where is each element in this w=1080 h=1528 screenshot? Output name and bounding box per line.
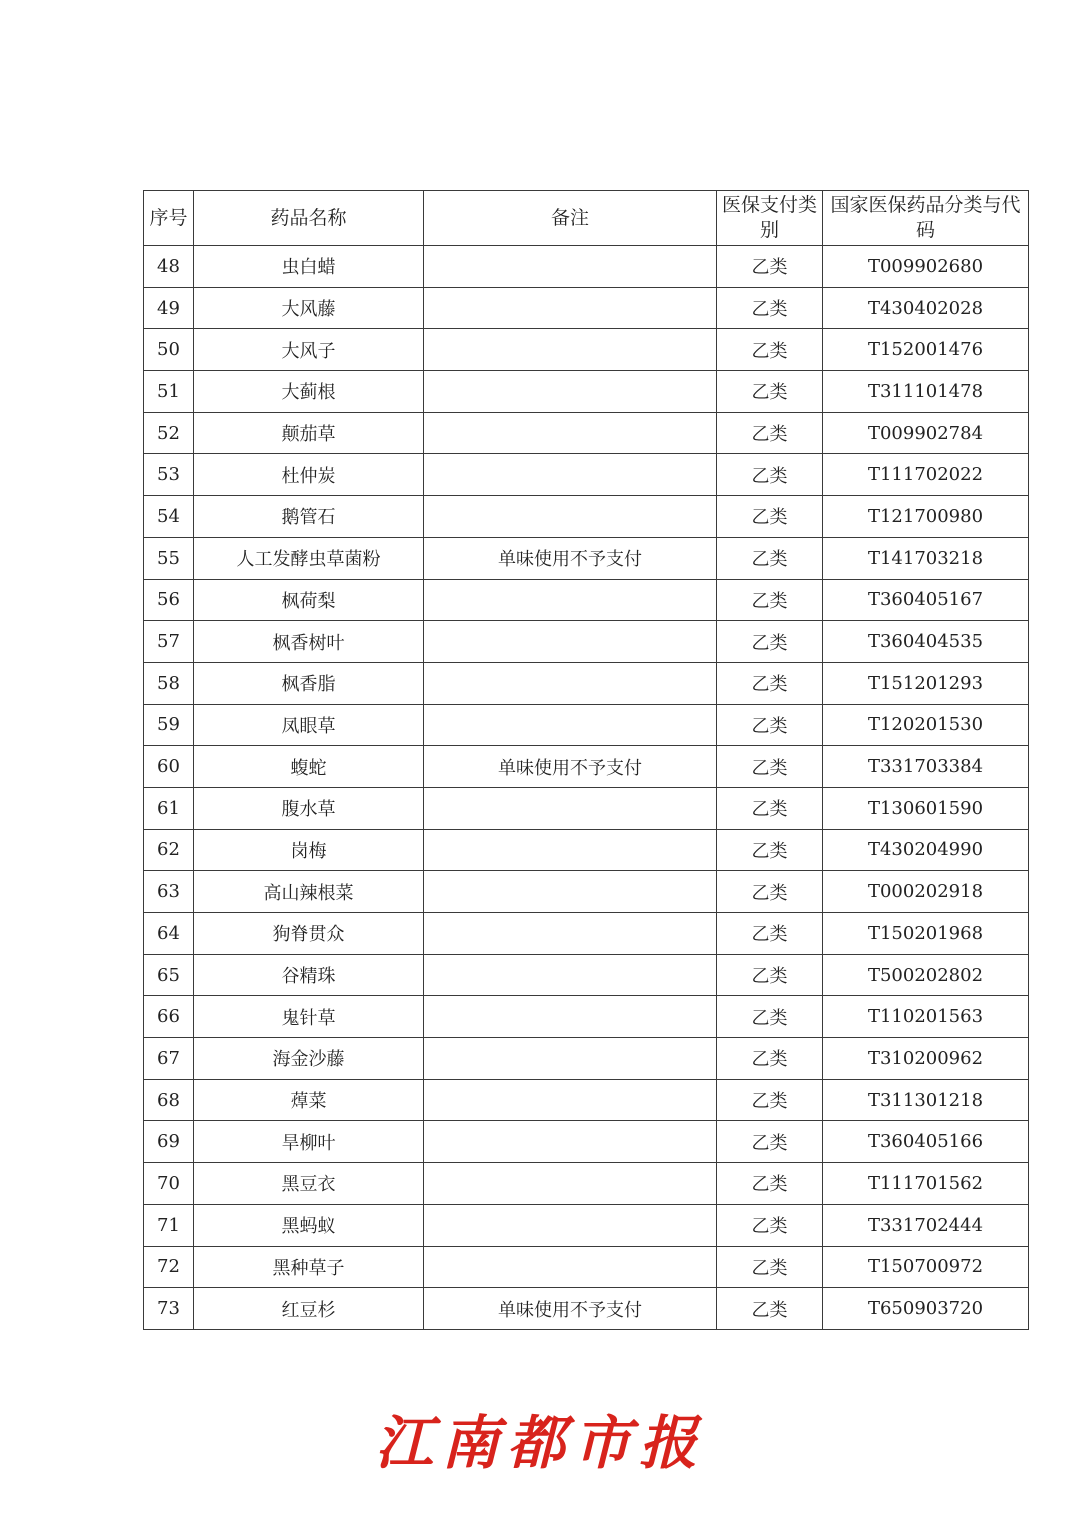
cell-serial-no: 48 xyxy=(144,246,194,288)
cell-payment-category: 乙类 xyxy=(717,829,823,871)
cell-payment-category: 乙类 xyxy=(717,621,823,663)
cell-drug-name: 黑种草子 xyxy=(194,1246,424,1288)
cell-drug-name: 狗脊贯众 xyxy=(194,913,424,955)
cell-payment-category: 乙类 xyxy=(717,579,823,621)
table-body xyxy=(144,246,1029,1330)
cell-remark xyxy=(424,787,717,829)
cell-classification-code: T152001476 xyxy=(823,329,1029,371)
cell-payment-category: 乙类 xyxy=(717,1204,823,1246)
cell-classification-code: T141703218 xyxy=(823,537,1029,579)
header-row xyxy=(144,191,1029,246)
table-row xyxy=(144,1163,1029,1205)
cell-drug-name: 颠茄草 xyxy=(194,412,424,454)
cell-payment-category: 乙类 xyxy=(717,537,823,579)
jiangnan-dushibao-logo: 江南都市报 xyxy=(374,1409,705,1477)
cell-drug-name: 凤眼草 xyxy=(194,704,424,746)
cell-payment-category: 乙类 xyxy=(717,662,823,704)
cell-classification-code: T130601590 xyxy=(823,787,1029,829)
cell-remark xyxy=(424,579,717,621)
table-row xyxy=(144,621,1029,663)
cell-drug-name: 枫香树叶 xyxy=(194,621,424,663)
cell-serial-no: 54 xyxy=(144,496,194,538)
cell-serial-no: 68 xyxy=(144,1079,194,1121)
cell-classification-code: T310200962 xyxy=(823,1038,1029,1080)
cell-remark xyxy=(424,496,717,538)
cell-drug-name: 杜仲炭 xyxy=(194,454,424,496)
cell-payment-category: 乙类 xyxy=(717,871,823,913)
header-drug-name: 药品名称 xyxy=(194,191,424,246)
cell-payment-category: 乙类 xyxy=(717,954,823,996)
drug-list-table xyxy=(143,190,1029,1330)
cell-remark xyxy=(424,1204,717,1246)
cell-payment-category: 乙类 xyxy=(717,287,823,329)
cell-payment-category: 乙类 xyxy=(717,996,823,1038)
cell-drug-name: 海金沙藤 xyxy=(194,1038,424,1080)
cell-classification-code: T360405166 xyxy=(823,1121,1029,1163)
cell-classification-code: T009902784 xyxy=(823,412,1029,454)
cell-drug-name: 蔊菜 xyxy=(194,1079,424,1121)
cell-remark xyxy=(424,246,717,288)
cell-remark xyxy=(424,329,717,371)
cell-classification-code: T331702444 xyxy=(823,1204,1029,1246)
cell-classification-code: T000202918 xyxy=(823,871,1029,913)
cell-serial-no: 69 xyxy=(144,1121,194,1163)
cell-classification-code: T500202802 xyxy=(823,954,1029,996)
cell-drug-name: 枫荷梨 xyxy=(194,579,424,621)
table-row xyxy=(144,1121,1029,1163)
cell-drug-name: 谷精珠 xyxy=(194,954,424,996)
cell-serial-no: 70 xyxy=(144,1163,194,1205)
cell-drug-name: 黑豆衣 xyxy=(194,1163,424,1205)
cell-classification-code: T360405167 xyxy=(823,579,1029,621)
table-row xyxy=(144,871,1029,913)
table-row xyxy=(144,537,1029,579)
cell-drug-name: 虫白蜡 xyxy=(194,246,424,288)
cell-drug-name: 大风子 xyxy=(194,329,424,371)
cell-remark xyxy=(424,913,717,955)
cell-drug-name: 大风藤 xyxy=(194,287,424,329)
cell-payment-category: 乙类 xyxy=(717,704,823,746)
cell-payment-category: 乙类 xyxy=(717,746,823,788)
cell-serial-no: 53 xyxy=(144,454,194,496)
table-row xyxy=(144,1204,1029,1246)
cell-serial-no: 60 xyxy=(144,746,194,788)
cell-payment-category: 乙类 xyxy=(717,1038,823,1080)
cell-serial-no: 55 xyxy=(144,537,194,579)
cell-payment-category: 乙类 xyxy=(717,1246,823,1288)
cell-classification-code: T331703384 xyxy=(823,746,1029,788)
cell-payment-category: 乙类 xyxy=(717,913,823,955)
cell-drug-name: 岗梅 xyxy=(194,829,424,871)
cell-serial-no: 66 xyxy=(144,996,194,1038)
cell-classification-code: T430204990 xyxy=(823,829,1029,871)
cell-serial-no: 62 xyxy=(144,829,194,871)
cell-remark: 单味使用不予支付 xyxy=(424,537,717,579)
cell-remark xyxy=(424,1246,717,1288)
cell-drug-name: 腹水草 xyxy=(194,787,424,829)
cell-serial-no: 67 xyxy=(144,1038,194,1080)
cell-serial-no: 52 xyxy=(144,412,194,454)
cell-payment-category: 乙类 xyxy=(717,246,823,288)
cell-classification-code: T650903720 xyxy=(823,1288,1029,1330)
table-row xyxy=(144,954,1029,996)
table-row xyxy=(144,662,1029,704)
cell-drug-name: 大蓟根 xyxy=(194,371,424,413)
cell-drug-name: 高山辣根菜 xyxy=(194,871,424,913)
cell-classification-code: T151201293 xyxy=(823,662,1029,704)
cell-classification-code: T360404535 xyxy=(823,621,1029,663)
cell-classification-code: T311101478 xyxy=(823,371,1029,413)
cell-remark xyxy=(424,371,717,413)
cell-payment-category: 乙类 xyxy=(717,787,823,829)
cell-remark xyxy=(424,287,717,329)
cell-drug-name: 黑蚂蚁 xyxy=(194,1204,424,1246)
cell-serial-no: 65 xyxy=(144,954,194,996)
cell-serial-no: 49 xyxy=(144,287,194,329)
cell-drug-name: 蝮蛇 xyxy=(194,746,424,788)
cell-payment-category: 乙类 xyxy=(717,1163,823,1205)
table-row xyxy=(144,829,1029,871)
cell-remark: 单味使用不予支付 xyxy=(424,1288,717,1330)
header-payment-category: 医保支付类别 xyxy=(717,191,823,246)
cell-classification-code: T111702022 xyxy=(823,454,1029,496)
table-row xyxy=(144,246,1029,288)
cell-payment-category: 乙类 xyxy=(717,496,823,538)
cell-remark xyxy=(424,1079,717,1121)
cell-payment-category: 乙类 xyxy=(717,329,823,371)
cell-payment-category: 乙类 xyxy=(717,371,823,413)
table-row xyxy=(144,454,1029,496)
table-row xyxy=(144,287,1029,329)
cell-serial-no: 73 xyxy=(144,1288,194,1330)
cell-serial-no: 63 xyxy=(144,871,194,913)
cell-classification-code: T150201968 xyxy=(823,913,1029,955)
cell-remark xyxy=(424,996,717,1038)
table-row xyxy=(144,329,1029,371)
cell-drug-name: 鹅管石 xyxy=(194,496,424,538)
cell-classification-code: T110201563 xyxy=(823,996,1029,1038)
cell-serial-no: 61 xyxy=(144,787,194,829)
cell-payment-category: 乙类 xyxy=(717,1121,823,1163)
table-row xyxy=(144,579,1029,621)
cell-classification-code: T311301218 xyxy=(823,1079,1029,1121)
cell-serial-no: 64 xyxy=(144,913,194,955)
cell-serial-no: 59 xyxy=(144,704,194,746)
table-row xyxy=(144,496,1029,538)
header-classification-code: 国家医保药品分类与代码 xyxy=(823,191,1029,246)
table-row xyxy=(144,1246,1029,1288)
cell-drug-name: 鬼针草 xyxy=(194,996,424,1038)
cell-payment-category: 乙类 xyxy=(717,1079,823,1121)
cell-drug-name: 红豆杉 xyxy=(194,1288,424,1330)
table-row xyxy=(144,412,1029,454)
cell-drug-name: 旱柳叶 xyxy=(194,1121,424,1163)
cell-remark xyxy=(424,829,717,871)
cell-remark xyxy=(424,454,717,496)
cell-serial-no: 50 xyxy=(144,329,194,371)
table-row xyxy=(144,704,1029,746)
table-row xyxy=(144,746,1029,788)
table-row xyxy=(144,1288,1029,1330)
table-row xyxy=(144,371,1029,413)
cell-payment-category: 乙类 xyxy=(717,1288,823,1330)
table-row xyxy=(144,787,1029,829)
table-row xyxy=(144,996,1029,1038)
cell-payment-category: 乙类 xyxy=(717,454,823,496)
header-serial-no: 序号 xyxy=(144,191,194,246)
cell-remark xyxy=(424,871,717,913)
cell-classification-code: T120201530 xyxy=(823,704,1029,746)
cell-serial-no: 51 xyxy=(144,371,194,413)
cell-classification-code: T111701562 xyxy=(823,1163,1029,1205)
cell-remark xyxy=(424,1121,717,1163)
cell-remark xyxy=(424,954,717,996)
cell-serial-no: 71 xyxy=(144,1204,194,1246)
cell-drug-name: 人工发酵虫草菌粉 xyxy=(194,537,424,579)
cell-remark xyxy=(424,1163,717,1205)
cell-classification-code: T121700980 xyxy=(823,496,1029,538)
cell-remark xyxy=(424,704,717,746)
cell-classification-code: T009902680 xyxy=(823,246,1029,288)
cell-serial-no: 57 xyxy=(144,621,194,663)
table-row xyxy=(144,1079,1029,1121)
cell-remark xyxy=(424,412,717,454)
cell-classification-code: T150700972 xyxy=(823,1246,1029,1288)
cell-serial-no: 58 xyxy=(144,662,194,704)
cell-remark: 单味使用不予支付 xyxy=(424,746,717,788)
cell-serial-no: 72 xyxy=(144,1246,194,1288)
cell-remark xyxy=(424,1038,717,1080)
table-row xyxy=(144,913,1029,955)
table-row xyxy=(144,1038,1029,1080)
cell-serial-no: 56 xyxy=(144,579,194,621)
cell-drug-name: 枫香脂 xyxy=(194,662,424,704)
cell-remark xyxy=(424,621,717,663)
table-header xyxy=(144,191,1029,246)
header-remark: 备注 xyxy=(424,191,717,246)
cell-payment-category: 乙类 xyxy=(717,412,823,454)
cell-classification-code: T430402028 xyxy=(823,287,1029,329)
cell-remark xyxy=(424,662,717,704)
